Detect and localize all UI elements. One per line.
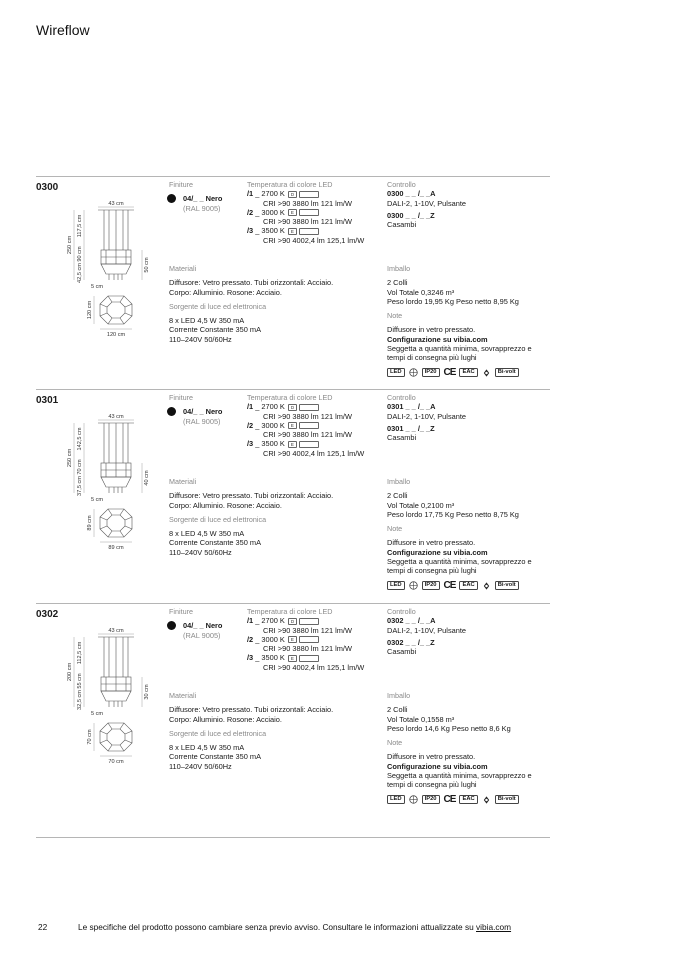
temp-kelvin: _ 2700 K: [255, 189, 285, 199]
materials-line-2: Corpo: Alluminio. Rosone: Acciaio.: [169, 714, 282, 724]
energy-bar-icon: [299, 191, 319, 198]
light-line-3: 110–240V 50/60Hz: [169, 334, 232, 344]
product-code: 0300: [36, 182, 59, 193]
note-line-2: Configurazione su vibia.com: [387, 334, 488, 344]
energy-bar-icon: [299, 618, 319, 625]
led-icon: LED: [387, 368, 405, 377]
notes-label: Note: [387, 311, 403, 321]
temp-option: [247, 208, 387, 217]
temp-spec: CRI >90 3880 lm 121 lm/W: [263, 198, 352, 208]
product-drawing: [54, 198, 166, 348]
diffuser-lower: [101, 691, 131, 701]
temp-option: [247, 439, 387, 448]
packaging-label: Imballo: [387, 477, 411, 486]
dim-plan-width: 120 cm: [106, 332, 126, 338]
product-section-0300: [36, 176, 550, 381]
finishes-label: Finiture: [169, 393, 193, 402]
finishes-col: [169, 393, 244, 426]
pack-weight: Peso lordo 19,95 Kg Peso netto 8,95 Kg: [387, 296, 519, 306]
diffuser-lower: [101, 264, 131, 274]
temp-option: [247, 635, 387, 644]
energy-bar-icon: [299, 228, 319, 235]
black-swatch-icon: [167, 407, 176, 416]
note-line-3: Seggetta a quantità minima, sovrapprezzo e: [387, 771, 532, 781]
globe-icon: [409, 368, 418, 377]
materials-line-2: Corpo: Alluminio. Rosone: Acciaio.: [169, 500, 282, 510]
temp-code: /2: [247, 207, 254, 217]
product-drawing: [54, 625, 166, 775]
note-line-1: Diffusore in vetro pressato.: [387, 752, 476, 762]
finish-option: [169, 407, 244, 426]
product-drawing: [54, 411, 166, 561]
control-code-z: 0302 _ _ /_ _Z: [387, 637, 435, 647]
temp-kelvin: _ 3000 K: [255, 420, 285, 430]
certification-icons: [387, 368, 552, 378]
color-temp-label: Temperatura di colore LED: [247, 180, 333, 189]
energy-class-icon: E: [288, 655, 297, 662]
ip20-icon: IP20: [422, 368, 440, 377]
control-desc-a: DALI-2, 1-10V, Pulsante: [387, 625, 467, 635]
dim-body-height: 40 cm: [144, 470, 150, 486]
globe-icon: [409, 795, 418, 804]
dim-b: 37,5 cm: [77, 476, 83, 496]
finish-ral: (RAL 9005): [183, 630, 221, 640]
pack-volume: Vol Totale 0,3246 m³: [387, 287, 455, 297]
energy-class-icon: E: [288, 422, 297, 429]
dim-foot: 5 cm: [90, 284, 104, 290]
energy-class-icon: E: [288, 228, 297, 235]
dim-plan-height: 120 cm: [87, 300, 93, 320]
materials-line-1: Diffusore: Vetro pressato. Tubi orizzontali: Acciaio.: [169, 278, 334, 288]
finish-option: [169, 621, 244, 640]
light-line-3: 110–240V 50/60Hz: [169, 547, 232, 557]
light-line-2: Corrente Constante 350 mA: [169, 752, 262, 762]
note-line-4: tempi di consegna più lughi: [387, 566, 477, 576]
dim-top-width: 43 cm: [108, 201, 124, 207]
color-temp-col: [247, 180, 387, 245]
finish-code: 04/_ _ Nero: [183, 194, 223, 204]
dim-body-height: 50 cm: [144, 257, 150, 273]
temp-code: /3: [247, 226, 254, 236]
footer-note: [78, 922, 511, 932]
dim-cable-height: 112,5 cm: [77, 641, 83, 665]
packaging-col: [387, 264, 552, 378]
energy-bar-icon: [299, 441, 319, 448]
finish-ral: (RAL 9005): [183, 203, 221, 213]
dimension-drawing: [54, 625, 166, 775]
note-line-1: Diffusore in vetro pressato.: [387, 538, 476, 548]
certification-icons: [387, 581, 552, 591]
led-icon: LED: [387, 795, 405, 804]
materials-line-2: Corpo: Alluminio. Rosone: Acciaio.: [169, 287, 282, 297]
led-icon: LED: [387, 581, 405, 590]
control-code-a: 0300 _ _ /_ _A: [387, 189, 436, 199]
color-temp-label: Temperatura di colore LED: [247, 393, 333, 402]
bivolt-icon: Bi-volt: [495, 795, 519, 804]
light-source-label: Sorgente di luce ed elettronica: [169, 514, 267, 524]
temp-code: /1: [247, 616, 254, 626]
temp-spec: CRI >90 4002,4 lm 125,1 lm/W: [263, 448, 365, 458]
finishes-label: Finiture: [169, 607, 193, 616]
notes-label: Note: [387, 738, 403, 748]
dim-a: 55 cm: [77, 673, 83, 689]
control-desc-z: Casambi: [387, 433, 417, 443]
materials-line-1: Diffusore: Vetro pressato. Tubi orizzontali: Acciaio.: [169, 491, 334, 501]
light-source-label: Sorgente di luce ed elettronica: [169, 301, 267, 311]
dim-b: 32,5 cm: [77, 690, 83, 710]
temp-kelvin: _ 2700 K: [255, 616, 285, 626]
energy-class-icon: E: [288, 441, 297, 448]
dim-plan-width: 70 cm: [108, 759, 124, 765]
finish-code: 04/_ _ Nero: [183, 621, 223, 631]
temp-option: [247, 616, 387, 625]
temp-spec: CRI >90 3880 lm 121 lm/W: [263, 644, 352, 654]
dim-top-width: 43 cm: [108, 414, 124, 420]
control-col: [387, 393, 552, 442]
section-divider: [36, 603, 550, 604]
energy-bar-icon: [299, 209, 319, 216]
control-label: Controllo: [387, 393, 416, 402]
control-label: Controllo: [387, 607, 416, 616]
pack-volume: Vol Totale 0,1558 m³: [387, 714, 455, 724]
temp-kelvin: _ 3000 K: [255, 634, 285, 644]
product-section-0302: [36, 603, 550, 808]
materials-label: Materiali: [169, 264, 197, 273]
dim-a: 70 cm: [77, 459, 83, 475]
plan-view: [100, 296, 132, 324]
light-line-1: 8 x LED 4,5 W 350 mA: [169, 316, 245, 326]
control-desc-z: Casambi: [387, 647, 417, 657]
pack-count: 2 Colli: [387, 278, 408, 288]
dim-a: 90 cm: [77, 246, 83, 262]
control-col: [387, 180, 552, 229]
energy-class-icon: E: [288, 209, 297, 216]
control-desc-a: DALI-2, 1-10V, Pulsante: [387, 198, 467, 208]
finish-option: [169, 194, 244, 213]
temp-kelvin: _ 3000 K: [255, 207, 285, 217]
note-line-4: tempi di consegna più lughi: [387, 353, 477, 363]
section-divider: [36, 389, 550, 390]
dim-cable-height: 117,5 cm: [77, 214, 83, 238]
temp-kelvin: _ 3500 K: [255, 439, 285, 449]
temp-option: [247, 402, 387, 411]
packaging-label: Imballo: [387, 264, 411, 273]
energy-class-icon: D: [288, 191, 297, 198]
dim-cable-height: 142,5 cm: [77, 427, 83, 451]
page-title: Wireflow: [36, 22, 90, 38]
finish-ral: (RAL 9005): [183, 416, 221, 426]
black-swatch-icon: [167, 194, 176, 203]
light-line-1: 8 x LED 4,5 W 350 mA: [169, 529, 245, 539]
light-line-2: Corrente Constante 350 mA: [169, 538, 262, 548]
diffuser-lower: [101, 477, 131, 487]
product-code: 0302: [36, 609, 59, 620]
color-temp-col: [247, 607, 387, 672]
certification-icons: [387, 795, 552, 805]
temp-spec: CRI >90 3880 lm 121 lm/W: [263, 625, 352, 635]
dimension-drawing: [54, 198, 166, 348]
finish-code: 04/_ _ Nero: [183, 407, 223, 417]
ip20-icon: IP20: [422, 795, 440, 804]
materials-line-1: Diffusore: Vetro pressato. Tubi orizzontali: Acciaio.: [169, 705, 334, 715]
note-line-2: Configurazione su vibia.com: [387, 547, 488, 557]
bivolt-icon: Bi-volt: [495, 581, 519, 590]
finishes-col: [169, 607, 244, 640]
temp-code: /2: [247, 420, 254, 430]
footer-note-text: Le specifiche del prodotto possono cambiare senza previo avviso. Consultare le informazioni attualizzate su: [78, 922, 477, 932]
materials-col: [169, 691, 384, 771]
temp-spec: CRI >90 3880 lm 121 lm/W: [263, 217, 352, 227]
temp-option: [247, 189, 387, 198]
pack-volume: Vol Totale 0,2100 m³: [387, 500, 455, 510]
energy-class-icon: D: [288, 404, 297, 411]
notes-label: Note: [387, 524, 403, 534]
dim-foot: 5 cm: [90, 711, 104, 717]
dim-total-height: 250 cm: [67, 448, 73, 468]
dim-plan-width: 89 cm: [108, 545, 124, 551]
footer-link[interactable]: vibia.com: [476, 922, 512, 932]
energy-class-icon: D: [288, 618, 297, 625]
control-desc-a: DALI-2, 1-10V, Pulsante: [387, 411, 467, 421]
dim-plan-height: 89 cm: [87, 515, 93, 531]
product-section-0301: [36, 389, 550, 594]
note-line-2: Configurazione su vibia.com: [387, 761, 488, 771]
note-line-3: Seggetta a quantità minima, sovrapprezzo e: [387, 557, 532, 567]
energy-bar-icon: [299, 404, 319, 411]
temp-option: [247, 421, 387, 430]
color-temp-col: [247, 393, 387, 458]
page-number: 22: [38, 922, 48, 932]
pack-count: 2 Colli: [387, 705, 408, 715]
temp-kelvin: _ 3500 K: [255, 226, 285, 236]
dim-top-width: 43 cm: [108, 628, 124, 634]
dim-foot: 5 cm: [90, 497, 104, 503]
ce-mark-icon: CE: [443, 367, 456, 379]
packaging-label: Imballo: [387, 691, 411, 700]
control-col: [387, 607, 552, 656]
control-label: Controllo: [387, 180, 416, 189]
dimension-drawing: [54, 411, 166, 561]
energy-bar-icon: [299, 655, 319, 662]
finishes-label: Finiture: [169, 180, 193, 189]
dim-body-height: 30 cm: [144, 684, 150, 700]
note-line-1: Diffusore in vetro pressato.: [387, 325, 476, 335]
temp-code: /3: [247, 653, 254, 663]
section-bottom-divider: [36, 837, 550, 838]
temp-option: [247, 653, 387, 662]
temp-spec: CRI >90 3880 lm 121 lm/W: [263, 411, 352, 421]
dimmable-icon: [482, 368, 491, 378]
ip20-icon: IP20: [422, 581, 440, 590]
energy-bar-icon: [299, 422, 319, 429]
finishes-col: [169, 180, 244, 213]
light-source-label: Sorgente di luce ed elettronica: [169, 728, 267, 738]
bivolt-icon: Bi-volt: [495, 368, 519, 377]
eac-icon: EAC: [459, 795, 477, 804]
temp-code: /1: [247, 189, 254, 199]
control-code-a: 0301 _ _ /_ _A: [387, 402, 436, 412]
temp-spec: CRI >90 4002,4 lm 125,1 lm/W: [263, 662, 365, 672]
ce-mark-icon: CE: [443, 794, 456, 806]
temp-code: /3: [247, 439, 254, 449]
temp-spec: CRI >90 3880 lm 121 lm/W: [263, 430, 352, 440]
control-desc-z: Casambi: [387, 220, 417, 230]
globe-icon: [409, 581, 418, 590]
dimmable-icon: [482, 581, 491, 591]
pack-count: 2 Colli: [387, 491, 408, 501]
temp-code: /2: [247, 634, 254, 644]
control-code-a: 0302 _ _ /_ _A: [387, 616, 436, 626]
control-code-z: 0300 _ _ /_ _Z: [387, 210, 435, 220]
temp-kelvin: _ 3500 K: [255, 653, 285, 663]
dim-plan-height: 70 cm: [87, 729, 93, 745]
light-line-2: Corrente Constante 350 mA: [169, 325, 262, 335]
section-divider: [36, 176, 550, 177]
dim-total-height: 200 cm: [67, 662, 73, 682]
materials-label: Materiali: [169, 691, 197, 700]
energy-bar-icon: [299, 636, 319, 643]
product-code: 0301: [36, 395, 59, 406]
dim-total-height: 250 cm: [67, 235, 73, 255]
note-line-3: Seggetta a quantità minima, sovrapprezzo e: [387, 344, 532, 354]
packaging-col: [387, 691, 552, 805]
materials-col: [169, 477, 384, 557]
temp-spec: CRI >90 4002,4 lm 125,1 lm/W: [263, 235, 365, 245]
plan-view: [100, 723, 132, 751]
energy-class-icon: E: [288, 636, 297, 643]
eac-icon: EAC: [459, 368, 477, 377]
materials-col: [169, 264, 384, 344]
light-line-1: 8 x LED 4,5 W 350 mA: [169, 743, 245, 753]
temp-code: /1: [247, 402, 254, 412]
ce-mark-icon: CE: [443, 580, 456, 592]
black-swatch-icon: [167, 621, 176, 630]
light-line-3: 110–240V 50/60Hz: [169, 761, 232, 771]
plan-view: [100, 509, 132, 537]
packaging-col: [387, 477, 552, 591]
eac-icon: EAC: [459, 581, 477, 590]
color-temp-label: Temperatura di colore LED: [247, 607, 333, 616]
dimmable-icon: [482, 795, 491, 805]
pack-weight: Peso lordo 14,6 Kg Peso netto 8,6 Kg: [387, 723, 511, 733]
dim-b: 42,5 cm: [77, 263, 83, 283]
temp-option: [247, 226, 387, 235]
materials-label: Materiali: [169, 477, 197, 486]
pack-weight: Peso lordo 17,75 Kg Peso netto 8,75 Kg: [387, 509, 519, 519]
temp-kelvin: _ 2700 K: [255, 402, 285, 412]
control-code-z: 0301 _ _ /_ _Z: [387, 423, 435, 433]
note-line-4: tempi di consegna più lughi: [387, 780, 477, 790]
